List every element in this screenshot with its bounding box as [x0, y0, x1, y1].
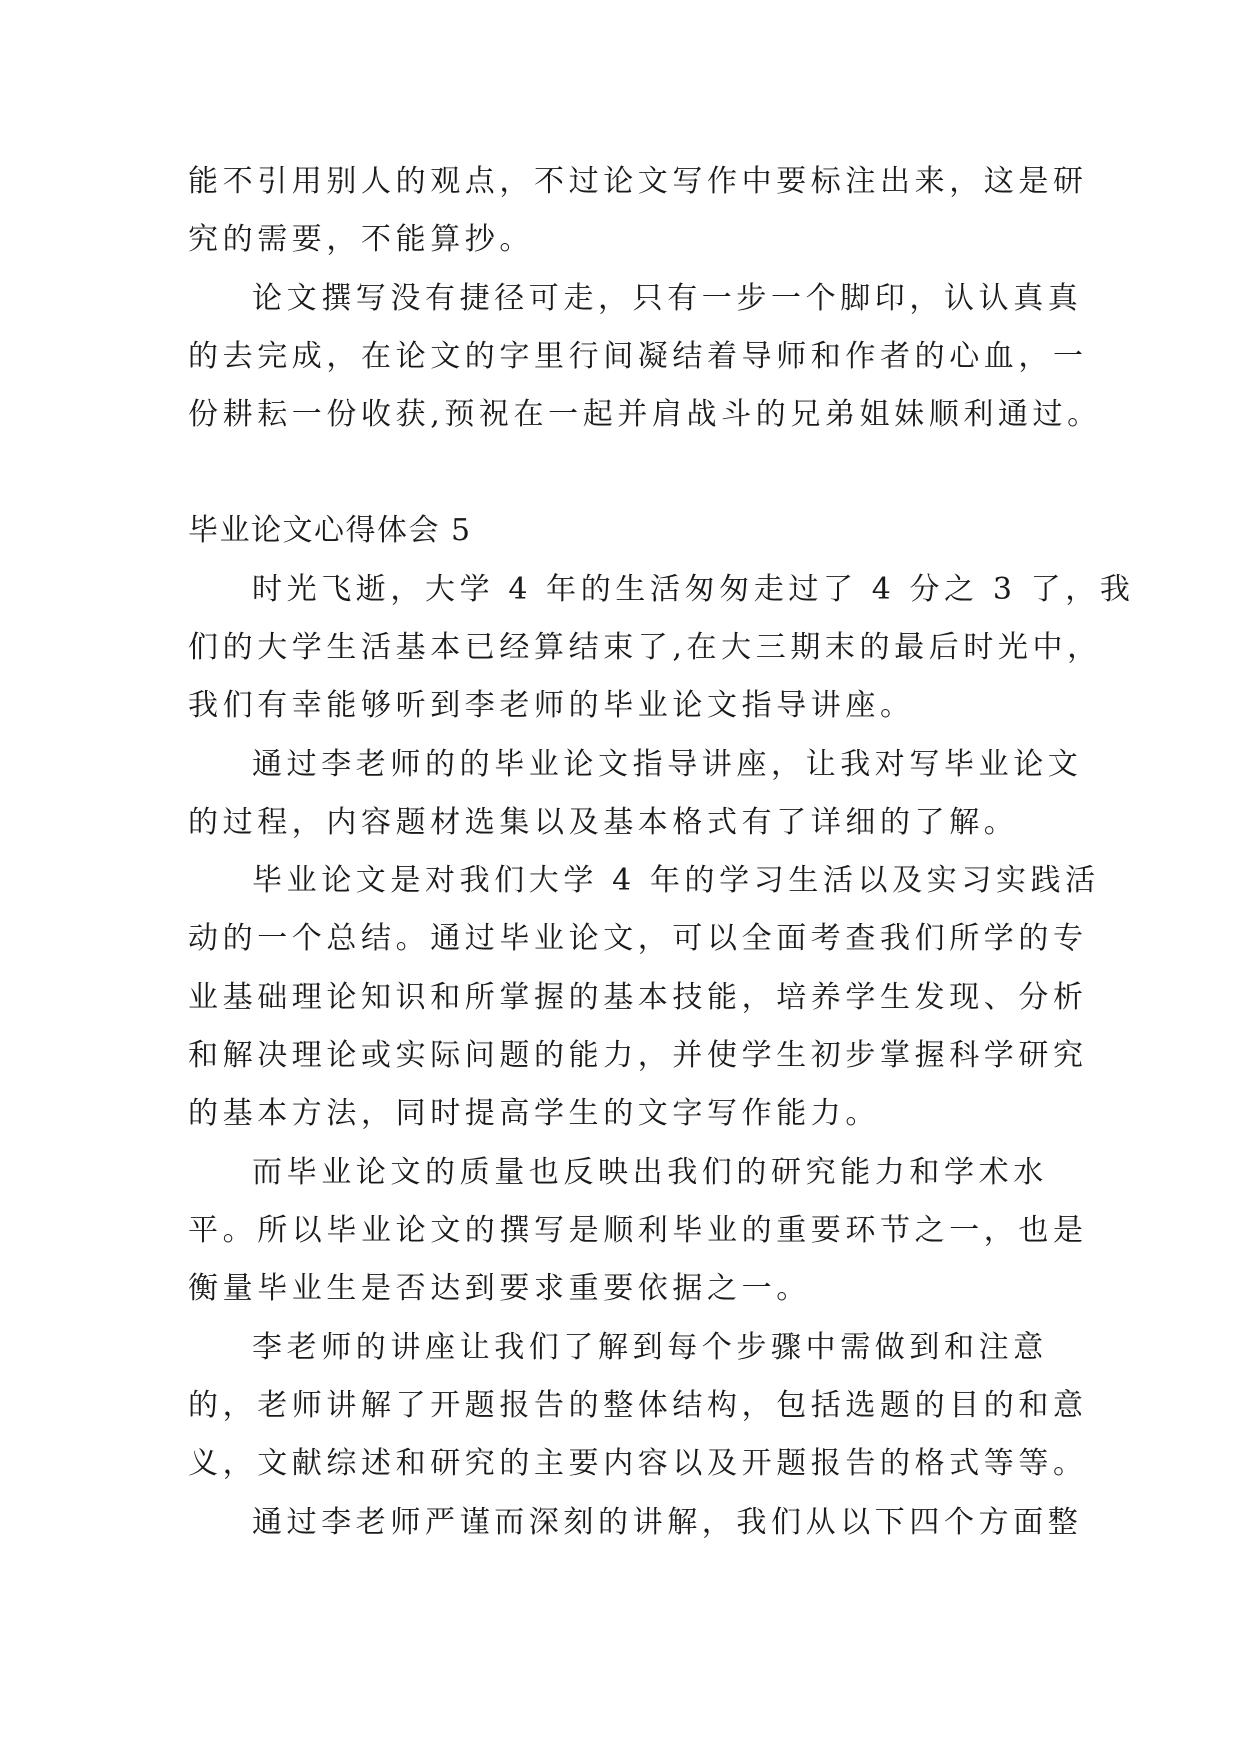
body-text-line: 通过李老师严谨而深刻的讲解，我们从以下四个方面整: [252, 1505, 1083, 1540]
body-text-line: 我们有幸能够听到李老师的毕业论文指导讲座。: [188, 688, 915, 723]
body-text-line: 义，文献综述和研究的主要内容以及开题报告的格式等等。: [188, 1446, 1088, 1481]
body-text-line: 业基础理论知识和所掌握的基本技能，培养学生发现、分析: [188, 980, 1088, 1015]
body-text-line: 的去完成，在论文的字里行间凝结着导师和作者的心血，一: [188, 339, 1088, 374]
body-text-line: 而毕业论文的质量也反映出我们的研究能力和学术水: [252, 1155, 1048, 1190]
body-text-line: 平。所以毕业论文的撰写是顺利毕业的重要环节之一，也是: [188, 1213, 1088, 1248]
body-text-line: 动的一个总结。通过毕业论文，可以全面考查我们所学的专: [188, 921, 1088, 956]
section-heading: 毕业论文心得体会 5: [188, 513, 472, 548]
body-text-line: 们的大学生活基本已经算结束了,在大三期末的最后时光中，: [188, 630, 1102, 665]
body-text-line: 衡量毕业生是否达到要求重要依据之一。: [188, 1271, 811, 1306]
body-text-line: 毕业论文是对我们大学 4 年的学习生活以及实习实践活: [252, 863, 1100, 898]
body-text-line: 究的需要，不能算抄。: [188, 222, 534, 257]
body-text-line: 和解决理论或实际问题的能力，并使学生初步掌握科学研究: [188, 1038, 1088, 1073]
body-text-line: 论文撰写没有捷径可走，只有一步一个脚印，认认真真: [252, 281, 1083, 316]
body-text-line: 李老师的讲座让我们了解到每个步骤中需做到和注意: [252, 1330, 1048, 1365]
body-text-line: 的过程，内容题材选集以及基本格式有了详细的了解。: [188, 805, 1019, 840]
body-text-line: 的基本方法，同时提高学生的文字写作能力。: [188, 1096, 880, 1131]
body-text-line: 能不引用别人的观点，不过论文写作中要标注出来，这是研: [188, 164, 1088, 199]
body-text-line: 的，老师讲解了开题报告的整体结构，包括选题的目的和意: [188, 1388, 1088, 1423]
body-text-line: 时光飞逝，大学 4 年的生活匆匆走过了 4 分之 3 了，我: [252, 572, 1135, 607]
body-text-line: 份耕耘一份收获,预祝在一起并肩战斗的兄弟姐妹顺利通过。: [188, 397, 1102, 432]
body-text-line: 通过李老师的的毕业论文指导讲座，让我对写毕业论文: [252, 747, 1083, 782]
